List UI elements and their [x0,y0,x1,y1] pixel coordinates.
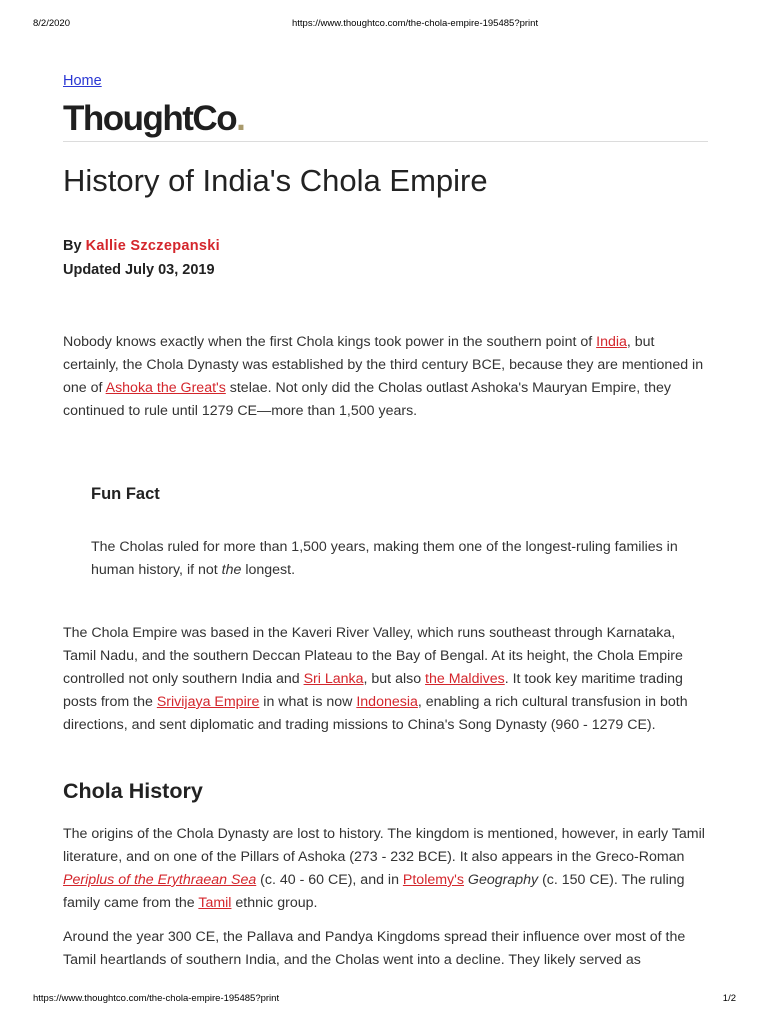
text: (c. 150 CE). The ruling family came from the [63,872,685,911]
text: The origins of the Chola Dynasty are lost to history. The kingdom is mentioned, however, in early Tamil literature, and on one of the Pillars of Ashoka (273 - 232 BCE). It also appears in the Greco-Roman [63,826,705,865]
ptolemy-link[interactable]: Ptolemy's [402,872,464,888]
sri-lanka-link[interactable]: Sri Lanka [303,671,364,687]
text: stelae. Not only did the Cholas outlast Ashoka's Mauryan Empire, they continued to rule until 1279 CE—more than 1,500 years. [63,380,671,419]
print-date: 8/2/2020 [33,18,70,29]
paragraph-origins [63,823,708,915]
emphasis: the [221,562,242,578]
text: ethnic group. [231,895,318,911]
emphasis: Geography [467,872,539,888]
article-title: History of India's Chola Empire [63,163,488,198]
text: . It took key maritime trading posts from the [63,671,683,710]
india-link[interactable]: India [596,334,627,350]
fun-fact-text [91,536,691,582]
paragraph-intro [63,331,708,423]
thoughtco-logo[interactable] [63,99,244,139]
text: , but certainly, the Chola Dynasty was established by the third century BCE, because they are mentioned in one of [63,334,704,396]
tamil-link[interactable]: Tamil [198,895,232,911]
text: Nobody knows exactly when the first Chola kings took power in the southern point of [63,334,597,350]
home-link[interactable]: Home [63,73,102,89]
author-link[interactable]: Kallie Szczepanski [85,238,220,254]
byline [63,238,220,254]
logo-text: ThoughtCo [63,99,237,138]
paragraph-geography [63,622,708,737]
indonesia-link[interactable]: Indonesia [356,694,418,710]
page-number: 1/2 [722,993,736,1004]
footer-url: https://www.thoughtco.com/the-chola-empire-195485?print [33,993,280,1004]
text: , but also [363,671,426,687]
text: The Cholas ruled for more than 1,500 years, making them one of the longest-ruling families in human history, if not [91,539,678,578]
ashoka-link[interactable]: Ashoka the Great's [105,380,226,396]
fun-fact-title: Fun Fact [91,485,160,503]
periplus-link[interactable]: Periplus of the Erythraean Sea [63,872,257,888]
text: The Chola Empire was based in the Kaveri River Valley, which runs southeast through Karnataka, Tamil Nadu, and the southern Deccan Plateau to the Bay of Bengal. At its height, the Chola Empire controlled not only southern India and [63,625,683,687]
text: (c. 40 - 60 CE), and in [256,872,403,888]
text: in what is now [259,694,357,710]
maldives-link[interactable]: the Maldives [425,671,505,687]
text: , enabling a rich cultural transfusion in both directions, and sent diplomatic and trading missions to China's Song Dynasty (960 - 1279 CE). [63,694,688,733]
srivijaya-link[interactable]: Srivijaya Empire [156,694,260,710]
text: longest. [241,562,296,578]
updated-date: Updated July 03, 2019 [63,262,215,278]
section-heading: Chola History [63,779,203,803]
logo-dot: . [236,99,245,138]
paragraph-decline: Around the year 300 CE, the Pallava and Pandya Kingdoms spread their influence over most of the Tamil heartlands of southern India, and the Cholas went into a decline. They likely served as [63,929,686,968]
print-url: https://www.thoughtco.com/the-chola-empire-195485?print [292,18,539,29]
by-label: By [63,238,86,254]
header-divider [63,141,708,142]
